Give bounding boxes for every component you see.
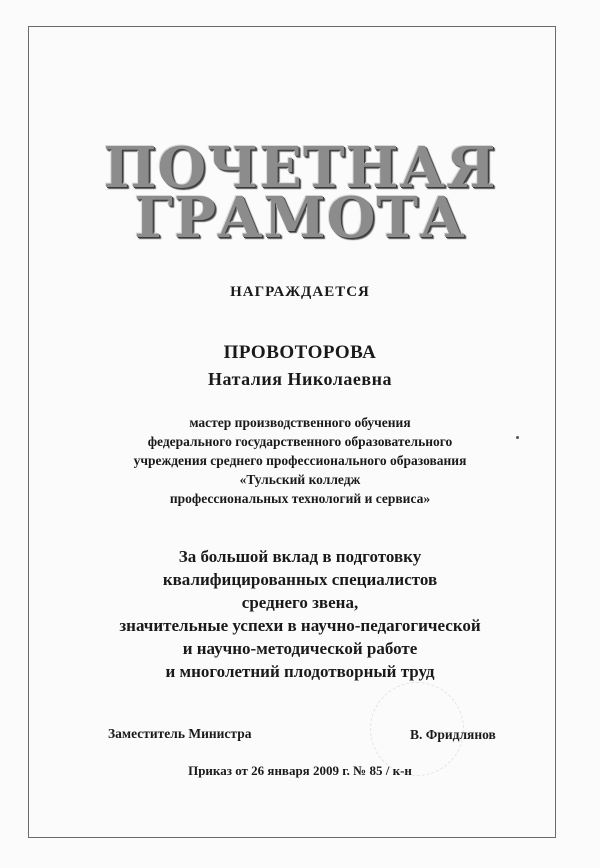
reason-line: За большой вклад в подготовку (178, 547, 422, 566)
title-line-2: ГРАМОТА (134, 185, 466, 251)
recipient-given-names: Наталия Николаевна (208, 369, 392, 389)
signatory-name: В. Фридлянов (410, 727, 496, 742)
reason-line: среднего звена, (241, 593, 359, 612)
award-reason (0, 545, 600, 683)
signatory-title: Заместитель Министра (108, 726, 252, 741)
awarded-label: НАГРАЖДАЕТСЯ (230, 284, 370, 300)
scan-speck (516, 436, 519, 439)
recipient-position (0, 413, 600, 508)
position-line: учреждения среднего профессионального образования (133, 453, 467, 468)
position-line: профессиональных технологий и сервиса» (169, 491, 431, 506)
position-line: федерального государственного образовательного (147, 434, 453, 449)
reason-line: квалифицированных специалистов (162, 570, 438, 589)
order-reference: Приказ от 26 января 2009 г. № 85 / к-н (188, 763, 412, 778)
title-line-1: ПОЧЕТНАЯ (103, 135, 497, 201)
reason-line: и многолетний плодотворный труд (165, 662, 435, 681)
position-line: мастер производственного обучения (189, 415, 411, 430)
position-line: «Тульский колледж (239, 472, 361, 487)
reason-line: и научно-методической работе (182, 639, 418, 658)
recipient-surname: ПРОВОТОРОВА (223, 342, 377, 363)
reason-line: значительные успехи в научно-педагогической (119, 616, 481, 635)
